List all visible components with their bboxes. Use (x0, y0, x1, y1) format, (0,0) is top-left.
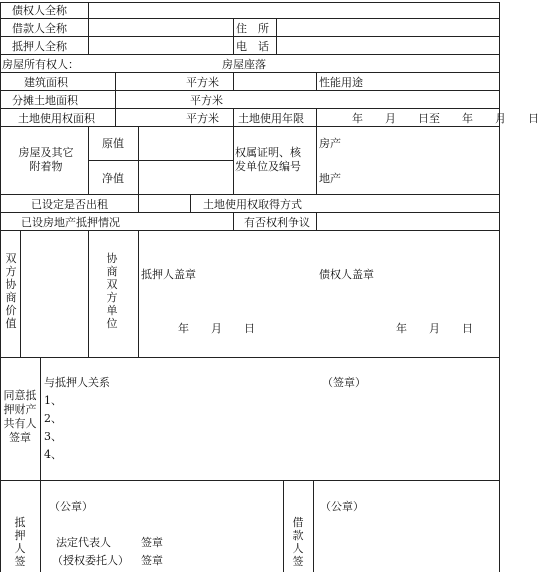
negotiating-unit-label: 协商双方单位 (106, 252, 118, 330)
co-owner-item-4: 4、 (44, 448, 62, 461)
legal-rep-label: 法定代表人 (56, 536, 111, 549)
authorized-agent-sign: 签章 (141, 554, 163, 567)
mortgagor-official-seal: （公章） (49, 500, 93, 513)
shared-land-area-label: 分摊土地面积 (12, 94, 78, 107)
rule (138, 194, 139, 212)
mortgagor-seal-date: 年 月 日 (178, 322, 255, 335)
land-property-label: 地产 (319, 172, 341, 185)
rule (20, 230, 21, 357)
address-label: 住 所 (236, 22, 269, 35)
rule (0, 230, 500, 231)
sqm-unit: 平方米 (186, 112, 219, 125)
house-owner-label: 房屋所有权人： (2, 58, 79, 71)
house-property-label: 房产 (319, 137, 341, 150)
co-owner-item-2: 2、 (44, 412, 62, 425)
rule (0, 90, 500, 91)
rule (233, 126, 234, 194)
co-owner-item-1: 1、 (44, 394, 62, 407)
rule (0, 194, 500, 195)
rule (316, 212, 317, 230)
rented-out-label: 已设定是否出租 (31, 198, 108, 211)
land-right-method-label: 土地使用权取得方式 (203, 198, 302, 211)
land-use-date-range: 年 月 日至 年 月 日 (352, 112, 539, 125)
rule (0, 357, 500, 358)
rule (0, 54, 500, 55)
rule (0, 126, 500, 127)
creditor-seal-label: 债权人盖章 (319, 268, 374, 281)
negotiated-value-label: 双方协商价值 (5, 252, 17, 330)
borrower-full-name-label: 借款人全称 (12, 22, 67, 35)
rule (88, 126, 89, 194)
rule (313, 480, 314, 572)
phone-label: 电 话 (236, 40, 269, 53)
rule (40, 480, 41, 572)
rule (0, 2, 1, 572)
land-use-area-label: 土地使用权面积 (18, 112, 95, 125)
co-owner-sign-seal: （签章） (322, 376, 366, 389)
rule (233, 212, 234, 230)
co-owner-signature-label: 同意抵押财产共有人签章 (3, 389, 37, 444)
rule (233, 108, 234, 126)
land-use-term-label: 土地使用年限 (238, 112, 304, 125)
rule (283, 480, 284, 572)
rule (88, 160, 233, 161)
property-use-label: 性能用途 (319, 76, 363, 89)
relation-label: 与抵押人关系 (44, 376, 110, 389)
rights-dispute-label: 有否权利争议 (244, 216, 310, 229)
borrower-sign-label: 借款人签 (292, 516, 304, 568)
rule (233, 72, 234, 90)
legal-rep-sign: 签章 (141, 536, 163, 549)
rule (316, 72, 317, 90)
creditor-full-name-label: 债权人全称 (12, 4, 67, 17)
rule (88, 230, 89, 357)
original-value-label: 原值 (102, 137, 124, 150)
rule (0, 108, 500, 109)
rule (88, 2, 89, 54)
house-location-label: 房屋座落 (222, 58, 266, 71)
sqm-unit: 平方米 (186, 76, 219, 89)
house-attachments-label: 房屋及其它附着物 (18, 146, 74, 173)
net-value-label: 净值 (102, 172, 124, 185)
mortgagor-full-name-label: 抵押人全称 (12, 40, 67, 53)
rule (0, 212, 500, 213)
co-owner-item-3: 3、 (44, 430, 62, 443)
creditor-seal-date: 年 月 日 (396, 322, 473, 335)
rule (115, 72, 116, 126)
rule (316, 126, 317, 194)
mortgagor-seal-label: 抵押人盖章 (141, 268, 196, 281)
rule (0, 72, 500, 73)
rule (0, 2, 500, 3)
rule (316, 108, 317, 126)
building-area-label: 建筑面积 (24, 76, 68, 89)
rule (138, 126, 139, 194)
ownership-cert-label: 权属证明、核发单位及编号 (235, 146, 301, 173)
existing-mortgage-label: 已设房地产抵押情况 (21, 216, 120, 229)
rule (0, 18, 500, 19)
rule (138, 230, 139, 357)
authorized-agent-label: （授权委托人） (52, 554, 129, 567)
rule (40, 357, 41, 480)
borrower-official-seal: （公章） (320, 500, 364, 513)
rule (0, 36, 500, 37)
rule (499, 2, 500, 572)
mortgagor-sign-label: 抵押人签 (14, 516, 26, 568)
rule (276, 18, 277, 54)
rule (0, 480, 500, 481)
rule (233, 18, 234, 54)
rule (190, 194, 191, 212)
sqm-unit: 平方米 (190, 94, 223, 107)
